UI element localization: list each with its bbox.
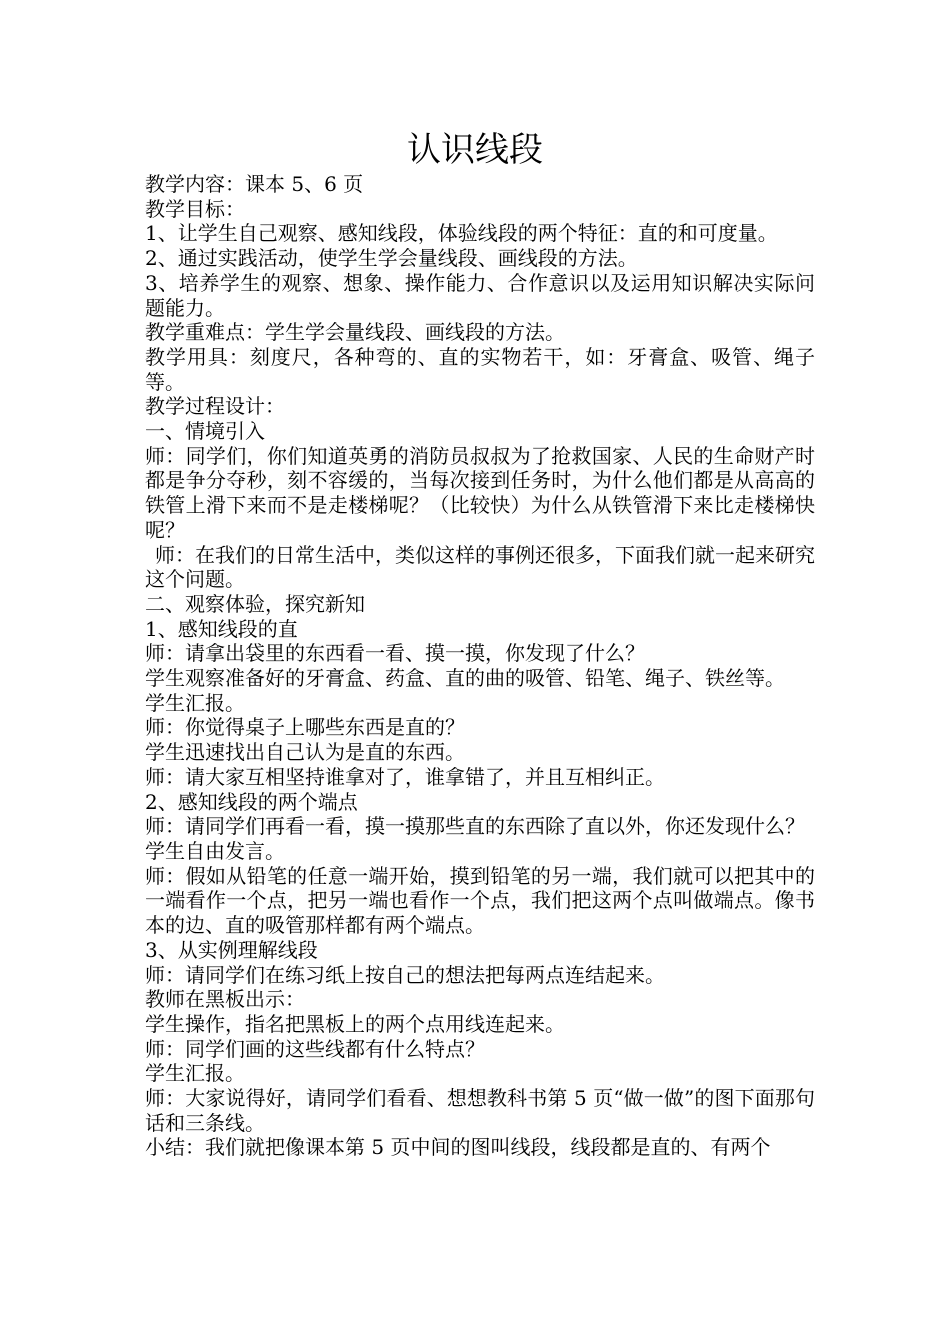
paragraph: 学生自由发言。	[145, 838, 285, 863]
key-difficulty: 教学重难点：学生学会量线段、画线段的方法。	[145, 320, 565, 345]
paragraph: 师：请拿出袋里的东西看一看、摸一摸，你发现了什么？	[145, 641, 645, 666]
goal-1: 1、让学生自己观察、感知线段，体验线段的两个特征：直的和可度量。	[145, 221, 778, 246]
paragraph: 师：在我们的日常生活中，类似这样的事例还很多，下面我们就一起来研究这个问题。	[145, 542, 815, 592]
paragraph: 学生迅速找出自己认为是直的东西。	[145, 740, 465, 765]
paragraph: 师：同学们，你们知道英勇的消防员叔叔为了抢救国家、人民的生命财产时都是争分夺秒，刻不容缓的，当每次接到任务时，为什么他们都是从高高的铁管上滑下来而不是走楼梯呢？（比较快）为什么从铁管滑下来比走楼梯快呢？	[145, 443, 815, 542]
teaching-goals-heading: 教学目标：	[145, 196, 245, 221]
paragraph: 学生观察准备好的牙膏盒、药盒、直的曲的吸管、铅笔、绳子、铁丝等。	[145, 666, 785, 691]
paragraph: 师：你觉得桌子上哪些东西是直的？	[145, 715, 465, 740]
paragraph: 学生汇报。	[145, 1061, 245, 1086]
subsection-heading: 2、感知线段的两个端点	[145, 789, 358, 814]
section-1-heading: 一、情境引入	[145, 419, 265, 444]
summary-paragraph: 小结：我们就把像课本第 5 页中间的图叫线段，线段都是直的、有两个	[145, 1135, 771, 1160]
goal-3: 3、培养学生的观察、想象、操作能力、合作意识以及运用知识解决实际问题能力。	[145, 270, 815, 320]
paragraph: 教师在黑板出示：	[145, 987, 305, 1012]
subsection-heading: 3、从实例理解线段	[145, 937, 318, 962]
paragraph: 师：请同学们在练习纸上按自己的想法把每两点连结起来。	[145, 962, 665, 987]
paragraph: 师：假如从铅笔的任意一端开始，摸到铅笔的另一端，我们就可以把其中的一端看作一个点，把另一端也看作一个点，我们把这两个点叫做端点。像书本的边、直的吸管那样都有两个端点。	[145, 863, 815, 938]
document-title: 认识线段	[407, 130, 543, 170]
paragraph: 学生汇报。	[145, 690, 245, 715]
teaching-content: 教学内容：课本 5、6 页	[145, 172, 364, 196]
paragraph: 学生操作，指名把黑板上的两个点用线连起来。	[145, 1011, 565, 1036]
section-2-heading: 二、观察体验，探究新知	[145, 591, 365, 616]
goal-2: 2、通过实践活动，使学生学会量线段、画线段的方法。	[145, 246, 638, 271]
process-heading: 教学过程设计：	[145, 394, 285, 419]
teaching-tools: 教学用具：刻度尺，各种弯的、直的实物若干，如：牙膏盒、吸管、绳子等。	[145, 344, 815, 394]
paragraph: 师：请同学们再看一看，摸一摸那些直的东西除了直以外，你还发现什么？	[145, 814, 805, 839]
subsection-heading: 1、感知线段的直	[145, 616, 298, 641]
paragraph: 师：大家说得好，请同学们看看、想想教科书第 5 页“做一做”的图下面那句话和三条线。	[145, 1086, 815, 1135]
paragraph: 师：请大家互相坚持谁拿对了，谁拿错了，并且互相纠正。	[145, 764, 665, 789]
paragraph: 师：同学们画的这些线都有什么特点？	[145, 1036, 485, 1061]
document-body	[145, 172, 815, 1160]
